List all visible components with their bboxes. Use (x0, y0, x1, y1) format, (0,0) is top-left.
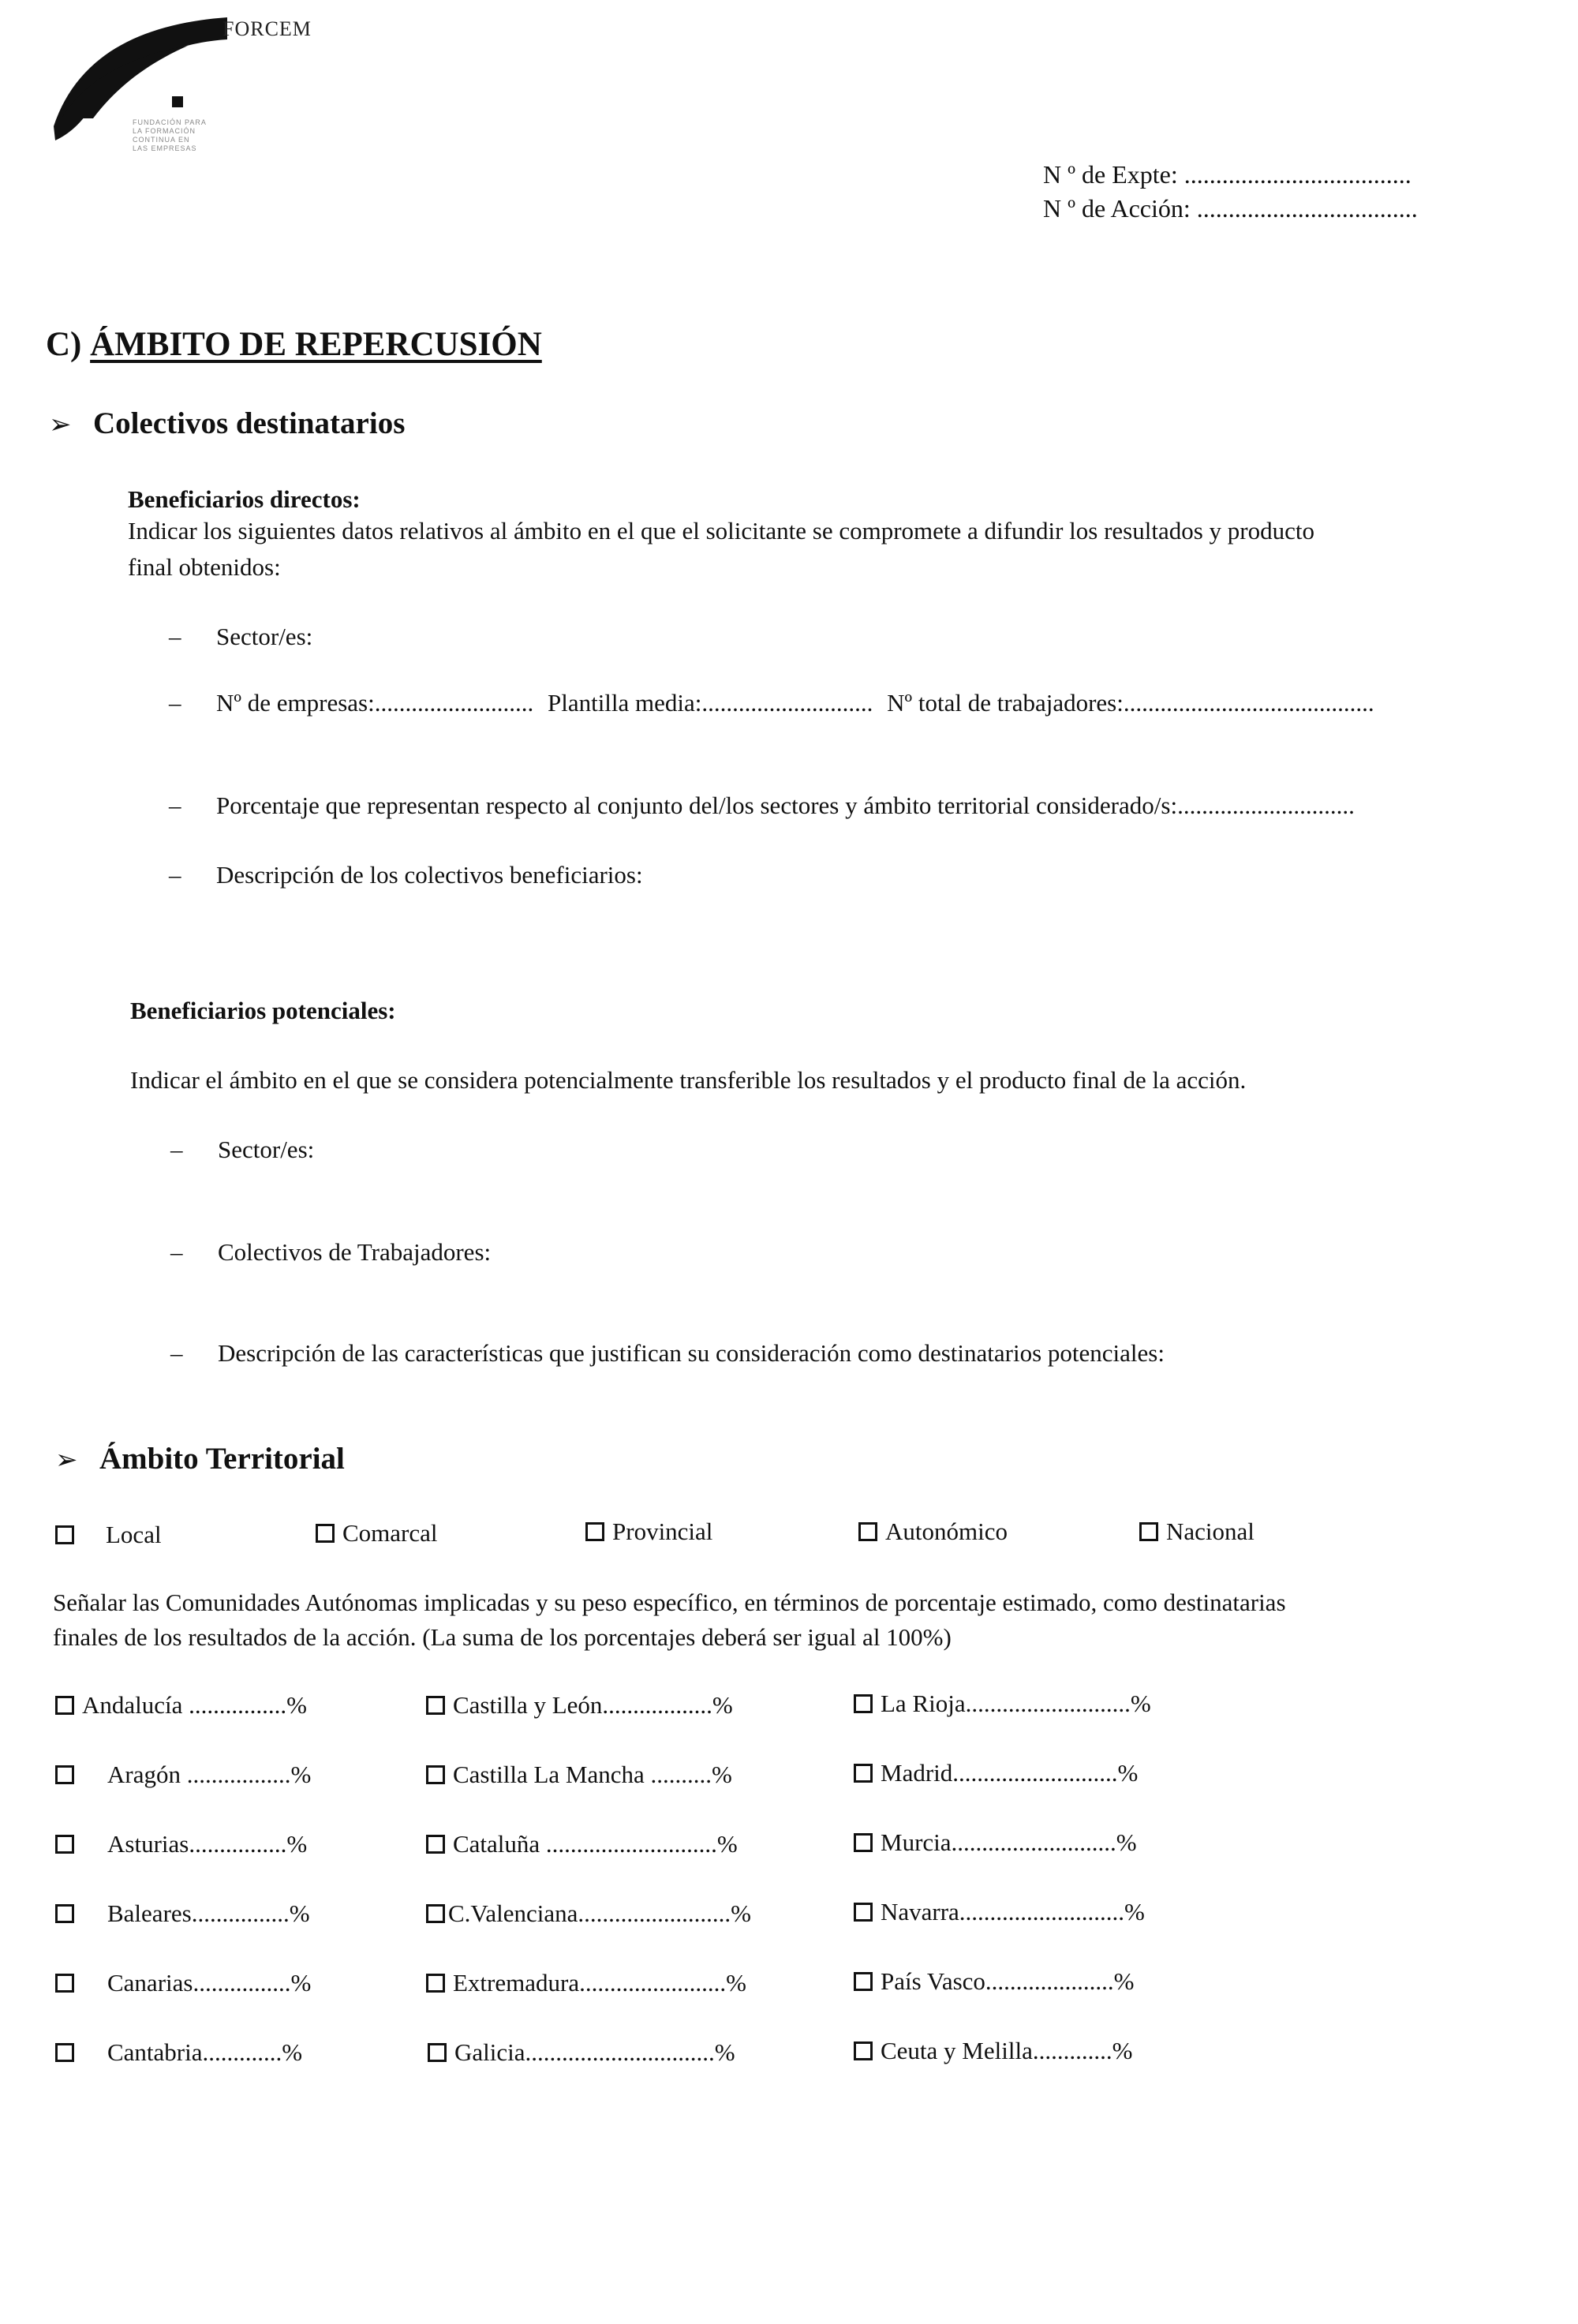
section-title: C) ÁMBITO DE REPERCUSIÓN (46, 326, 542, 363)
region-madrid[interactable]: Madrid...........................% (854, 1757, 1138, 1790)
expte-dots: .................................... (1184, 160, 1412, 189)
ambito-instruction-line2: finales de los resultados de la acción. (La suma de los porcentajes deberá ser igual al 100%) (53, 1623, 952, 1651)
region-cantabria[interactable]: Cantabria.............% (55, 2036, 302, 2069)
checkbox-icon[interactable] (585, 1522, 604, 1541)
ambito-heading: ➢ Ámbito Territorial (55, 1442, 345, 1476)
potenciales-colectivos-field[interactable]: – Colectivos de Trabajadores: (170, 1238, 492, 1266)
checkbox-icon[interactable] (55, 2043, 74, 2062)
checkbox-icon[interactable] (55, 1765, 74, 1784)
arrow-icon: ➢ (49, 410, 72, 440)
checkbox-icon[interactable] (55, 1974, 74, 1993)
region-aragon[interactable]: Aragón .................% (55, 1758, 311, 1791)
checkbox-icon[interactable] (854, 2041, 873, 2060)
empresas-dots: .......................... (374, 689, 534, 717)
checkbox-icon[interactable] (854, 1903, 873, 1922)
region-asturias[interactable]: Asturias................% (55, 1828, 307, 1861)
colectivos-heading: ➢ Colectivos destinatarios (49, 406, 406, 440)
checkbox-icon[interactable] (428, 2043, 447, 2062)
region-murcia[interactable]: Murcia...........................% (854, 1826, 1137, 1859)
checkbox-icon[interactable] (426, 1765, 445, 1784)
plantilla-dots: ............................ (701, 689, 873, 717)
accion-label: N º de Acción: (1043, 194, 1191, 223)
potenciales-intro: Indicar el ámbito en el que se considera potencialmente transferible los resultados y el producto final de la acción. (130, 1066, 1247, 1094)
directos-porcentaje-field[interactable]: – Porcentaje que representan respecto al conjunto del/los sectores y ámbito territorial considerado/s:............................. (169, 792, 1355, 819)
checkbox-icon[interactable] (854, 1764, 873, 1783)
region-castilla-la-mancha[interactable]: Castilla La Mancha ..........% (426, 1758, 732, 1791)
checkbox-icon[interactable] (55, 1525, 74, 1544)
checkbox-icon[interactable] (426, 1835, 445, 1854)
checkbox-icon[interactable] (426, 1974, 445, 1993)
directos-sector-field[interactable]: – Sector/es: (169, 623, 313, 650)
checkbox-icon[interactable] (854, 1694, 873, 1713)
region-c-valenciana[interactable]: C.Valenciana.........................% (426, 1897, 751, 1930)
region-galicia[interactable]: Galicia...............................% (428, 2036, 735, 2069)
region-navarra[interactable]: Navarra...........................% (854, 1896, 1145, 1929)
region-extremadura[interactable]: Extremadura........................% (426, 1967, 746, 2000)
region-pais-vasco[interactable]: País Vasco.....................% (854, 1965, 1134, 1998)
logo-small-text: FUNDACIÓN PARA LA FORMACIÓN CONTINUA EN LAS EMPRESAS (133, 118, 207, 152)
checkbox-icon[interactable] (426, 1696, 445, 1715)
checkbox-icon[interactable] (1139, 1522, 1158, 1541)
checkbox-icon[interactable] (854, 1972, 873, 1991)
checkbox-icon[interactable] (55, 1835, 74, 1854)
potenciales-sector-field[interactable]: – Sector/es: (170, 1136, 315, 1163)
region-canarias[interactable]: Canarias................% (55, 1967, 311, 2000)
checkbox-icon[interactable] (316, 1524, 335, 1543)
total-dots: ......................................... (1123, 689, 1374, 717)
option-nacional[interactable]: Nacional (1139, 1515, 1255, 1548)
logo-name: FORCEM (222, 17, 312, 40)
directos-title: Beneficiarios directos: (128, 485, 361, 513)
potenciales-title: Beneficiarios potenciales: (130, 997, 396, 1024)
option-autonomico[interactable]: Autonómico (858, 1515, 1008, 1548)
directos-intro-line1: Indicar los siguientes datos relativos al ámbito en el que el solicitante se compromete a difundir los resultados y producto (128, 517, 1314, 545)
region-andalucia[interactable]: Andalucía ................% (55, 1689, 307, 1722)
accion-field[interactable] (1043, 192, 1418, 226)
accion-dots: ................................... (1196, 194, 1418, 223)
region-baleares[interactable]: Baleares................% (55, 1897, 310, 1930)
expte-field[interactable] (1043, 158, 1412, 192)
option-local[interactable]: Local (55, 1518, 162, 1551)
total-label: Nº total de trabajadores: (887, 689, 1124, 717)
ambito-instruction-line1: Señalar las Comunidades Autónomas implicadas y su peso específico, en términos de porcentaje estimado, como destinatarias (53, 1589, 1286, 1616)
directos-intro-line2: final obtenidos: (128, 553, 281, 581)
plantilla-label: Plantilla media: (547, 689, 702, 717)
directos-descripcion-field[interactable]: – Descripción de los colectivos beneficiarios: (169, 861, 643, 889)
region-cataluna[interactable]: Cataluña ............................% (426, 1828, 738, 1861)
expte-label: N º de Expte: (1043, 160, 1178, 189)
empresas-label: Nº de empresas: (216, 689, 375, 717)
checkbox-icon[interactable] (55, 1904, 74, 1923)
checkbox-icon[interactable] (854, 1833, 873, 1852)
checkbox-icon[interactable] (426, 1904, 445, 1923)
checkbox-icon[interactable] (55, 1696, 74, 1715)
option-provincial[interactable]: Provincial (585, 1515, 712, 1548)
arrow-icon: ➢ (55, 1446, 78, 1475)
potenciales-descripcion-field[interactable]: – Descripción de las características que justifican su consideración como destinatarios potenciales: (170, 1339, 1165, 1367)
region-ceuta-melilla[interactable]: Ceuta y Melilla.............% (854, 2034, 1132, 2068)
option-comarcal[interactable]: Comarcal (316, 1517, 438, 1550)
forcem-logo-graphic (46, 8, 251, 182)
directos-empresas-row[interactable]: – Nº de empresas:.......................... Plantilla media:............................ Nº total de trabajadores:......................................... (169, 689, 1374, 717)
region-la-rioja[interactable]: La Rioja...........................% (854, 1687, 1151, 1720)
region-castilla-leon[interactable]: Castilla y León..................% (426, 1689, 733, 1722)
checkbox-icon[interactable] (858, 1522, 877, 1541)
